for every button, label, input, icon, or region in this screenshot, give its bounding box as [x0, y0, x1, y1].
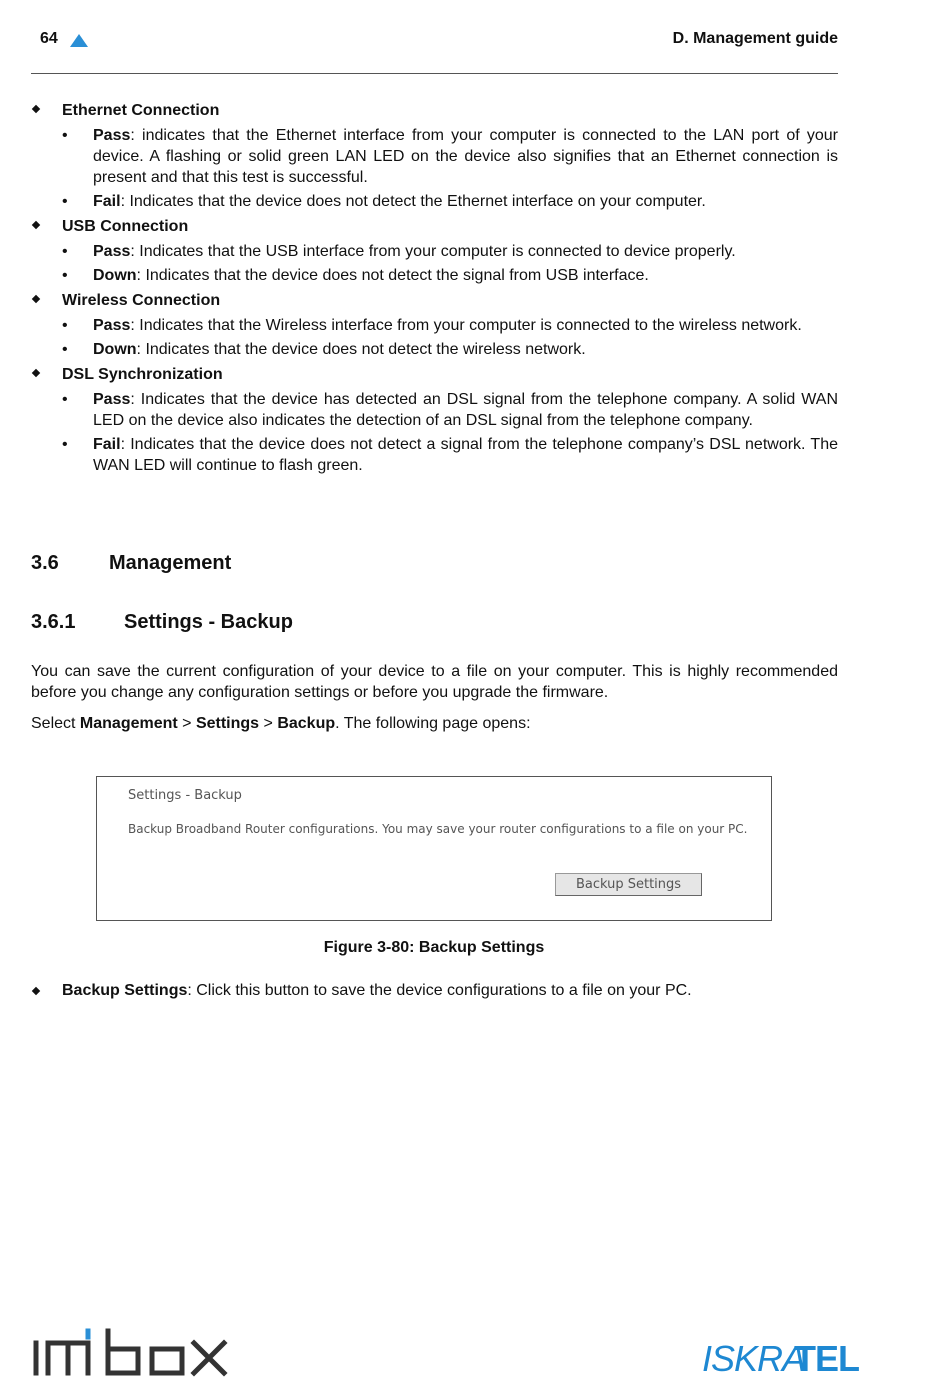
item-term: Down: [93, 341, 137, 358]
list-item: • Down: Indicates that the device does not detect the wireless network.: [62, 341, 586, 358]
backup-settings-note: [31, 982, 838, 1000]
item-term: Pass: [93, 243, 131, 260]
svg-text:ISKRA: ISKRA: [702, 1338, 806, 1379]
list-item: • Fail: Indicates that the device does not detect a signal from the telephone company’s DSL network. The WAN LED will continue to flash green.: [62, 436, 838, 474]
diagnostics-list: [31, 100, 838, 480]
section-title: Settings - Backup: [124, 611, 293, 633]
item-text: : Click this button to save the device configurations to a file on your PC.: [187, 982, 692, 999]
diamond-bullet-icon: [32, 295, 40, 303]
item-text: : Indicates that the device does not detect the wireless network.: [136, 341, 586, 358]
section-dsl: [31, 364, 838, 476]
list-item: • Pass: Indicates that the device has detected an DSL signal from the telephone company. A solid WAN LED on the device also indicates the detection of an DSL signal from the telephone company.: [62, 391, 838, 429]
header-divider: [31, 73, 838, 74]
menu-settings: Settings: [195, 715, 260, 732]
menu-path-paragraph: Select Management > Settings > Backup. The following page opens:: [31, 715, 531, 732]
diamond-bullet-icon: [32, 987, 40, 995]
item-text: : Indicates that the Wireless interface from your computer is connected to the wireless network.: [130, 317, 802, 334]
item-text: : Indicates that the device does not detect the Ethernet interface on your computer.: [120, 193, 706, 210]
list-item: • Down: Indicates that the device does not detect the signal from USB interface.: [62, 267, 649, 284]
triangle-icon: [70, 34, 88, 47]
panel-title: Settings - Backup: [128, 788, 242, 803]
item-term: Fail: [93, 193, 121, 210]
item-term: Fail: [93, 436, 121, 453]
backup-settings-screenshot: [96, 776, 772, 921]
backup-settings-button[interactable]: Backup Settings: [555, 873, 702, 896]
section-wireless: [31, 290, 838, 360]
item-term: Down: [93, 267, 137, 284]
header-title: D. Management guide: [672, 30, 838, 47]
intro-paragraph: You can save the current configuration of your device to a file on your computer. This is highly recommended before you change any configuration settings or before you upgrade the firmware.: [31, 663, 838, 701]
item-text: : indicates that the Ethernet interface from your computer is connected to the LAN port of your device. A flashing or solid green LAN LED on the device also signifies that an Ethernet connection is present and that this test is successful.: [93, 127, 838, 186]
list-item: • Pass: Indicates that the USB interface from your computer is connected to device properly.: [62, 243, 736, 260]
section-heading: DSL Synchronization: [62, 366, 223, 383]
imbox-logo: [32, 1327, 228, 1379]
item-text: : Indicates that the device does not detect a signal from the telephone company’s DSL network. The WAN LED will continue to flash green.: [93, 436, 838, 474]
section-heading: Wireless Connection: [62, 292, 221, 309]
menu-management: Management: [79, 715, 178, 732]
section-heading: Ethernet Connection: [62, 102, 220, 119]
list-item: • Pass: indicates that the Ethernet interface from your computer is connected to the LAN port of your device. A flashing or solid green LAN LED on the device also signifies that an Ethernet connection is present and that this test is successful.: [62, 127, 838, 186]
item-term: Pass: [93, 317, 131, 334]
section-number: 3.6: [31, 552, 59, 574]
list-item: • Pass: Indicates that the Wireless interface from your computer is connected to the wireless network.: [62, 317, 802, 334]
item-text: : Indicates that the device has detected an DSL signal from the telephone company. A solid WAN LED on the device also indicates the detection of an DSL signal from the telephone company.: [93, 391, 838, 429]
figure-caption: Figure 3-80: Backup Settings: [323, 939, 545, 956]
item-term: Pass: [93, 127, 131, 144]
menu-backup: Backup: [277, 715, 336, 732]
item-text: : Indicates that the device does not detect the signal from USB interface.: [136, 267, 649, 284]
section-ethernet: [31, 100, 838, 212]
section-number: 3.6.1: [31, 611, 76, 633]
svg-text:TEL: TEL: [794, 1338, 859, 1379]
item-term: Backup Settings: [62, 982, 188, 999]
section-heading: USB Connection: [62, 218, 189, 235]
list-item: • Fail: Indicates that the device does not detect the Ethernet interface on your computer.: [62, 193, 706, 210]
section-usb: [31, 216, 838, 286]
item-term: Pass: [93, 391, 131, 408]
section-heading-3-6: [31, 552, 231, 575]
section-title: Management: [109, 552, 232, 574]
page-number: 64: [40, 30, 58, 47]
section-heading-3-6-1: [31, 611, 293, 634]
item-text: : Indicates that the USB interface from your computer is connected to device properly.: [130, 243, 736, 260]
iskratel-logo: [702, 1337, 859, 1379]
diamond-bullet-icon: [32, 221, 40, 229]
panel-description: Backup Broadband Router configurations. You may save your router configurations to a file on your PC.: [128, 822, 748, 836]
diamond-bullet-icon: [32, 105, 40, 113]
diamond-bullet-icon: [32, 369, 40, 377]
